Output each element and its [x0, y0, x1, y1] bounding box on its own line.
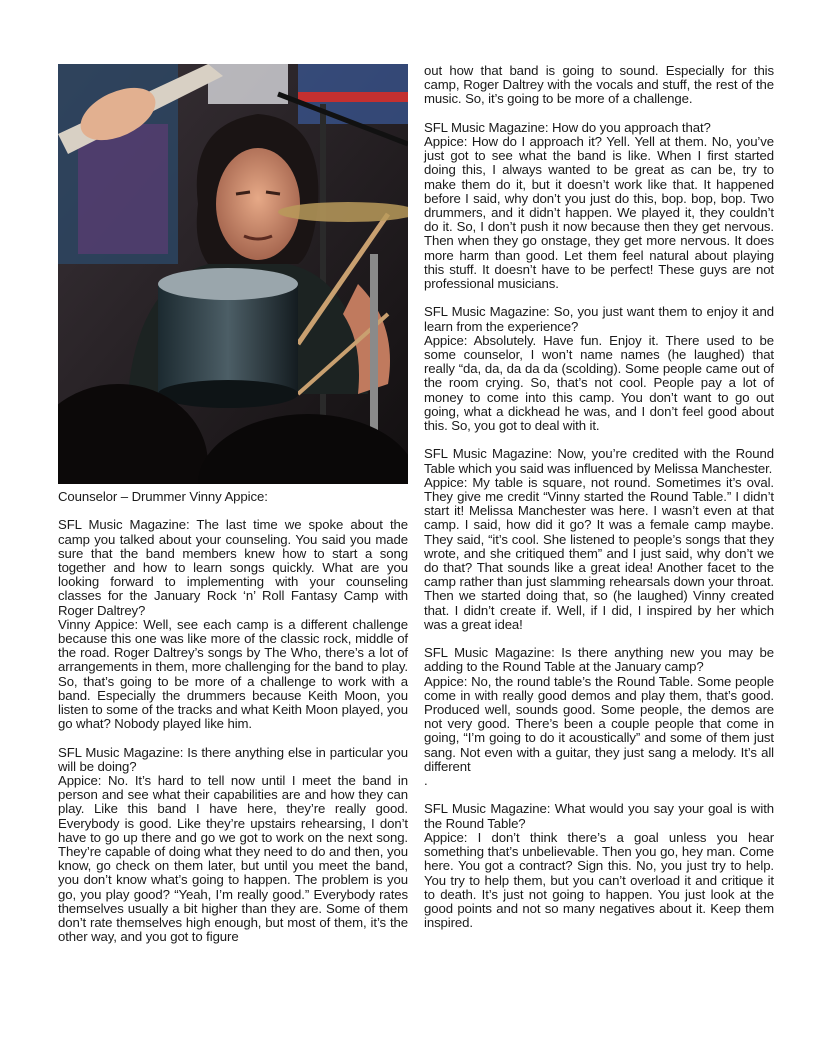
interview-question: SFL Music Magazine: What would you say your goal is with the Round Table? — [424, 801, 774, 831]
interview-question: SFL Music Magazine: The last time we spoke about the camp you talked about your counseling. You said you made sure that the band members knew how to start a song together and how to learn songs quickly. What are you looking forward to implementing with your counseling classes for the January Rock ‘n’ Roll Fantasy Camp with Roger Daltrey? — [58, 517, 408, 618]
interview-block — [58, 518, 408, 731]
photo-caption: Counselor – Drummer Vinny Appice: — [58, 489, 268, 504]
interview-question: SFL Music Magazine: How do you approach that? — [424, 119, 711, 135]
drummer-photo-illustration — [58, 64, 408, 484]
interview-answer: Appice: No. It’s hard to tell now until I meet the band in person and see what their capabilities are and how they can play. Like this band I have here, they’re really good. Everybody is good. Like they’re upstairs rehearsing, I don’t have to go up there and go we got to work on the next song. They’re capable of doing what they need to do and then, you know, go check on them later, but until you meet the band, you don’t know what’s going to happen. The problem is you go, you play good? “Yeah, I’m really good.” Everybody rates themselves usually a bit higher than they are. Some of them don’t rate themselves high enough, but most of them, it’s the other way, and you got to figure — [58, 773, 408, 945]
interview-question: SFL Music Magazine: So, you just want them to enjoy it and learn from the experience? — [424, 304, 774, 334]
interview-answer: Appice: No, the round table’s the Round Table. Some people come in with really good demos and play them, that’s good. Produced well, sounds good. Some people, the demos are not very good. There’s been a couple people that come in going, “I’m going to do it acoustically” and some of them just sang. Not even with a guitar, they just sang a melody. It’s all different — [424, 673, 774, 774]
interview-block — [424, 305, 774, 433]
interview-question: SFL Music Magazine: Is there anything else in particular you will be doing? — [58, 744, 408, 774]
interview-block — [424, 121, 774, 291]
right-column — [424, 64, 774, 945]
interview-continuation — [424, 64, 774, 107]
interview-answer: Vinny Appice: Well, see each camp is a different challenge because this one was like more of the classic rock, middle of the road. Roger Daltrey’s songs by The Who, there’s a lot of arrangements in them, more challenging for the band to play. So, that’s going to be more of a challenge to work with a band. Especially the drummers because Keith Moon, you listen to some of the tracks and what Keith Moon played, you go what? Nobody played like him. — [58, 616, 408, 732]
interview-answer: Appice: Absolutely. Have fun. Enjoy it. There used to be some counselor, I won’t name names (he laughed) that really “da, da, da da da (scolding). Some people came out of the room crying. So, that’s not cool. People pay a lot of money to come into this camp. You don’t want to go out going, what a dickhead he was, and I don’t feel good about this. So, you got to deal with it. — [424, 332, 774, 434]
interview-block — [424, 646, 774, 788]
left-column — [58, 64, 408, 959]
stray-period: . — [424, 773, 428, 789]
interview-answer: Appice: My table is square, not round. Sometimes it’s oval. They give me credit “Vinny started the Round Table.” I didn’t start it! Melissa Manchester was here. I wasn’t even at that camp. I said, how did it go? It was a female camp maybe. They said, “it’s cool. She listened to people’s songs that they wrote, and she critiqued them” and I just said, why don’t we do that? That sounds like a great idea! Another facet to the camp rather than just slamming rehearsals down your throat. Then we started doing that, so (he laughed) Vinny created that. I didn’t create if. Well, if I did, I inspired by her which was a great idea! — [424, 474, 774, 632]
interview-answer: Appice: How do I approach it? Yell. Yell at them. No, you’ve just got to see what the band is like. When I first started doing this, I always wanted to be great as can be, try to make them do it, but it doesn’t work like that. It happened before I said, why don’t you just do this, bop. bop, bop. Two drummers, and it didn’t happen. We played it, they couldn’t do it. So, I don’t push it now because then they get nervous. Then when they go onstage, they get more nervous. It does more harm than good. Let them feel natural about playing this stuff. It doesn’t have to be perfect! These guys are not professional musicians. — [424, 134, 774, 292]
interview-block — [58, 746, 408, 945]
interview-block — [424, 447, 774, 632]
interview-question: SFL Music Magazine: Now, you’re credited with the Round Table which you said was influenced by Melissa Manchester. — [424, 446, 774, 476]
interview-question: SFL Music Magazine: Is there anything new you may be adding to the Round Table at the January camp? — [424, 645, 774, 675]
drummer-photo — [58, 64, 408, 484]
interview-block — [424, 802, 774, 930]
interview-answer: Appice: I don’t think there’s a goal unless you hear something that’s unbelievable. Then you go, hey man. Come here. You got a contract? Sign this. No, you just try to help. You try to help them, but you can’t overload it and critique it to death. It’s just not going to happen. You just look at the good points and not so many negatives about it. Keep them inspired. — [424, 829, 774, 931]
interview-answer: out how that band is going to sound. Especially for this camp, Roger Daltrey with the vocals and stuff, the rest of the music. So, it’s going to be more of a challenge. — [424, 63, 774, 107]
